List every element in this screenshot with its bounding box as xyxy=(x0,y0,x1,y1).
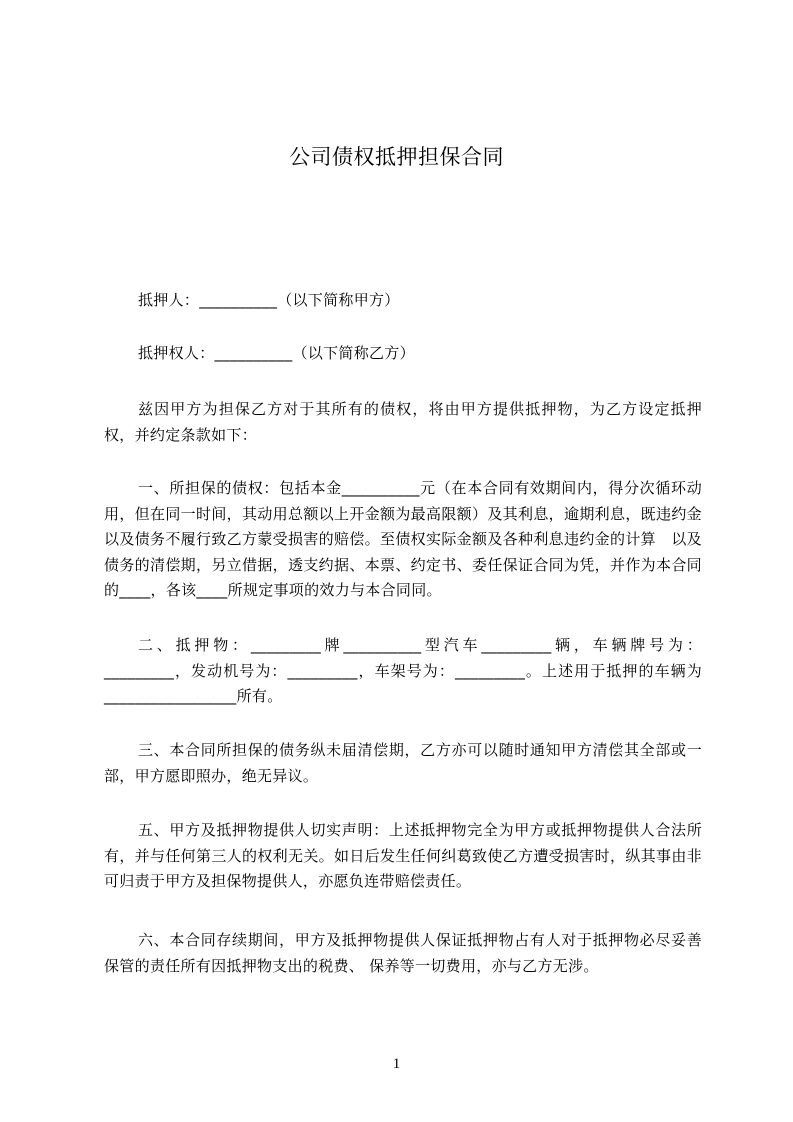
preamble-paragraph: 兹因甲方为担保乙方对于其所有的债权，将由甲方提供抵押物，为乙方设定抵押权，并约定条款如下： xyxy=(104,400,702,444)
clause-1-secured-debt: 一、所担保的债权：包括本金__________元（在本合同有效期间内，得分次循环动用，但在同一时间，其动用总额以上开金额为最高限额）及其利息，逾期利息，既违约金以及债务不履行致乙方蒙受损害的赔偿。至债权实际金额及各种利息违约金的计算 以及债务的清偿期，另立借据，透支约据、本票、约定书、委任保证合同为凭，并作为本合同的____，各该____所规定事项的效力与本合同同。 xyxy=(104,479,702,599)
pledgee-line: 抵押权人：__________（以下简称乙方） xyxy=(138,344,415,362)
document-title: 公司债权抵押担保合同 xyxy=(289,145,504,169)
clause-3-early-repayment: 三、本合同所担保的债务纵未届清偿期，乙方亦可以随时通知甲方清偿其全部或一部，甲方愿即照办，绝无异议。 xyxy=(104,741,702,785)
pledgor-line: 抵押人：__________（以下简称甲方） xyxy=(138,291,400,309)
clause-2-collateral: 二、抵押物：_________牌__________型汽车_________辆，车辆牌号为：_________，发动机号为：_________，车架号为：_________。上述用于抵押的车辆为_________________所有。 xyxy=(104,636,702,705)
clause-5-declaration: 五、甲方及抵押物提供人切实声明：上述抵押物完全为甲方或抵押物提供人合法所有，并与任何第三人的权利无关。如日后发生任何纠葛致使乙方遭受损害时，纵其事由非可归责于甲方及担保物提供人，亦愿负连带赔偿责任。 xyxy=(104,821,702,890)
page-number: 1 xyxy=(392,1056,401,1072)
clause-6-custody: 六、本合同存续期间，甲方及抵押物提供人保证抵押物占有人对于抵押物必尽妥善保管的责任所有因抵押物支出的税费、 保养等一切费用，亦与乙方无涉。 xyxy=(104,931,702,975)
